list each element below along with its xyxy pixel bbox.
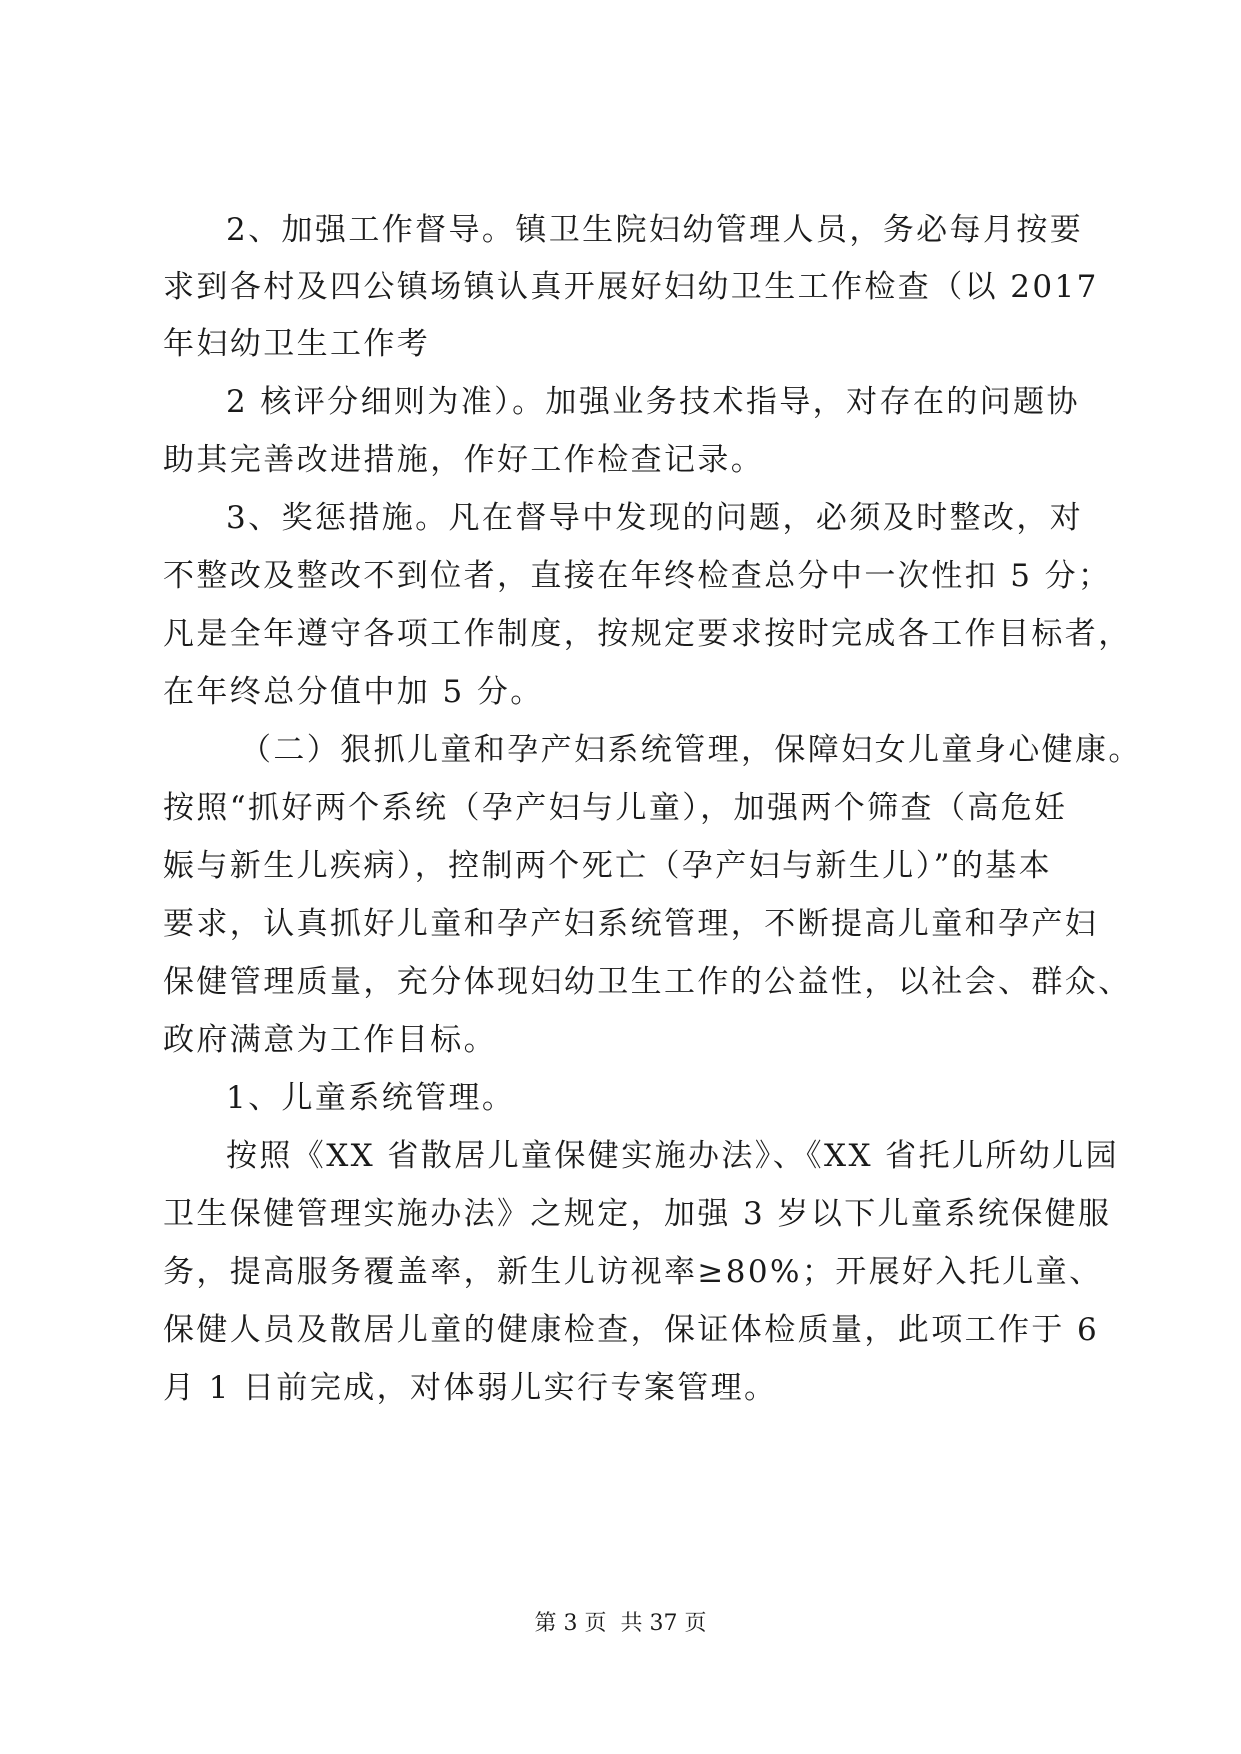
paragraph-line: 按照《XX 省散居儿童保健实施办法》、《XX 省托儿所幼儿园 (226, 1138, 1119, 1174)
subsection-heading: 1、儿童系统管理。 (226, 1080, 516, 1116)
paragraph-line: 卫生保健管理实施办法》之规定，加强 3 岁以下儿童系统保健服 (163, 1196, 1112, 1232)
paragraph-line: 凡是全年遵守各项工作制度，按规定要求按时完成各工作目标者， (163, 616, 1132, 652)
paragraph-line: 在年终总分值中加 5 分。 (163, 674, 544, 710)
paragraph-line: 要求，认真抓好儿童和孕产妇系统管理，不断提高儿童和孕产妇 (163, 906, 1099, 942)
paragraph-line: 2 核评分细则为准）。加强业务技术指导，对存在的问题协 (226, 384, 1080, 420)
paragraph-line: 保健人员及散居儿童的健康检查，保证体检质量，此项工作于 6 (163, 1312, 1100, 1348)
paragraph-line: 3、奖惩措施。凡在督导中发现的问题，必须及时整改，对 (226, 500, 1084, 536)
paragraph-line: 助其完善改进措施，作好工作检查记录。 (163, 442, 765, 478)
section-heading: （二）狠抓儿童和孕产妇系统管理，保障妇女儿童身心健康。 (240, 732, 1142, 768)
paragraph-line: 年妇幼卫生工作考 (163, 326, 431, 362)
page-number-footer: 第 3 页 共 37 页 (534, 1611, 707, 1636)
paragraph-line: 月 1 日前完成，对体弱儿实行专案管理。 (163, 1370, 778, 1406)
paragraph-line: 不整改及整改不到位者，直接在年终检查总分中一次性扣 5 分； (163, 558, 1112, 594)
paragraph-line: 政府满意为工作目标。 (163, 1022, 497, 1058)
paragraph-line: 保健管理质量，充分体现妇幼卫生工作的公益性，以社会、群众、 (163, 964, 1132, 1000)
paragraph-line: 娠与新生儿疾病），控制两个死亡（孕产妇与新生儿）”的基本 (163, 848, 1053, 884)
paragraph-line: 2、加强工作督导。镇卫生院妇幼管理人员，务必每月按要 (226, 212, 1084, 248)
paragraph-line: 务，提高服务覆盖率，新生儿访视率≥80%；开展好入托儿童、 (163, 1254, 1103, 1290)
paragraph-line: 按照“抓好两个系统（孕产妇与儿童），加强两个筛查（高危妊 (163, 790, 1068, 826)
paragraph-line: 求到各村及四公镇场镇认真开展好妇幼卫生工作检查（以 2017 (163, 269, 1099, 305)
